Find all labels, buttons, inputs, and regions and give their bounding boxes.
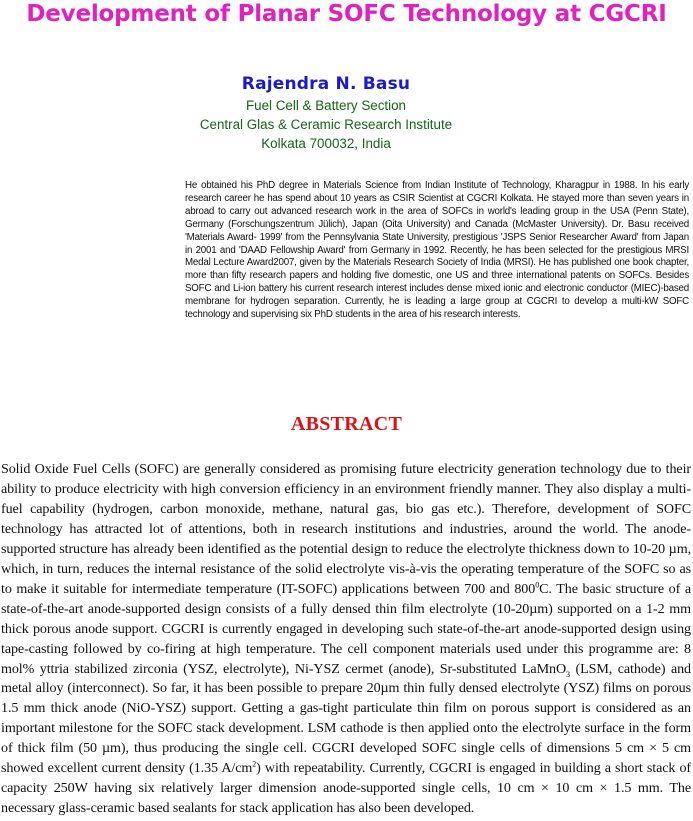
author-bio: He obtained his PhD degree in Materials Science from Indian Institute of Technology, Kharagpur in 1988. In his early research career he has spend about 10 years as CSIR Scientist at CGCRI Kolkata. He stayed more than seven years in abroad to carry out advanced research work in the area of SOFCs in world's leading group in the USA (Penn State), Germany (Forschungszentrum Jülich), Japan (Oita University) and Canada (McMaster University). Dr. Basu received 'Materials Award- 1999' from the Pennsylvania State University, prestigious 'JSPS Senior Researcher Award' from Japan in 2001 and 'DAAD Fellowship Award' from Germany in 1992. Recently, he has been selected for the prestigious MRSI Medal Lecture Award2007, given by the Materials Research Society of India (MRSI). He has published one book chapter, more than fifty research papers and holding five domestic, one US and three international patents on SOFCs. Besides SOFC and Li-ion battery his current research interest includes dense mixed ionic and electronic conductor (MIEC)-based membrane for hydrogen separation. Currently, he is leading a large group at CGCRI to develop a multi-kW SOFC technology and supervising six PhD students in the area of his research interests. xyxy=(185,180,689,321)
author-institute: Central Glas & Ceramic Research Institute xyxy=(199,117,453,132)
paper-title: Development of Planar SOFC Technology at CGCRI xyxy=(26,1,667,27)
abstract-text-part-1: Solid Oxide Fuel Cells (SOFC) are generally considered as promising future electricity generation technology due to their ability to produce electricity with high conversion efficiency in an environment friendly manner. They also display a multi-fuel capability (hydrogen, carbon monoxide, methane, natural gas, bio gas etc.). Therefore, development of SOFC technology has attracted lot of attentions, both in research institutions and industries, around the world. The anode-supported structure has already been identified as the potential design to reduce the electrolyte thickness down to 10-20 µm, which, in turn, reduces the internal resistance of the solid electrolyte vis-à-vis the operating temperature of the SOFC so as to make it suitable for intermediate temperature (IT-SOFC) applications between 700 and 800 xyxy=(1,461,691,597)
author-section: Fuel Cell & Battery Section xyxy=(245,98,406,113)
author-city: Kolkata 700032, India xyxy=(261,136,391,151)
author-block xyxy=(166,72,486,153)
abstract-text-part-4: ) with repeatability. Currently, CGCRI is engaged in building a short stack of capacity 250W having six relatively larger dimension anode-supported single cells, 10 cm × 10 cm × 1.5 mm. The necessary glass-ceramic based sealants for stack application has also been developed. xyxy=(1,760,691,817)
author-name: Rajendra N. Basu xyxy=(241,74,411,94)
abstract-text-part-2: C. The basic structure of a state-of-the-art anode-supported design consists of a fully densed thin film electrolyte (10-20µm) supported on a 1-2 mm thick porous anode support. CGCRI is currently engaged in developing such state-of-the-art anode-supported design using tape-casting followed by co-firing at high temperature. The cell component materials used under this programme are: 8 mol% yttria stabilized zirconia (YSZ, electrolyte), Ni-YSZ cermet (anode), Sr-substituted LaMnO xyxy=(1,580,692,677)
area-superscript: 2 xyxy=(252,759,257,769)
abstract-text-part-3: (LSM, cathode) and metal alloy (interconnect). So far, it has been possible to prepare 20µm thin fully densed electrolyte (YSZ) films on porous 1.5 mm thick anode (NiO-YSZ) support. Getting a gas-tight particulate thin film on porous support is considered as an important milestone for the SOFC stack development. LSM cathode is then applied onto the electrolyte surface in the form of thick film (50 µm), thus producing the single cell. CGCRI developed SOFC single cells of dimensions 5 cm × 5 cm showed excellent current density (1.35 A/cm xyxy=(1,660,691,777)
lamno3-subscript: 3 xyxy=(566,669,570,679)
degree-superscript: 0 xyxy=(535,580,540,590)
abstract-heading: ABSTRACT xyxy=(290,413,403,435)
abstract-body xyxy=(1,460,691,819)
